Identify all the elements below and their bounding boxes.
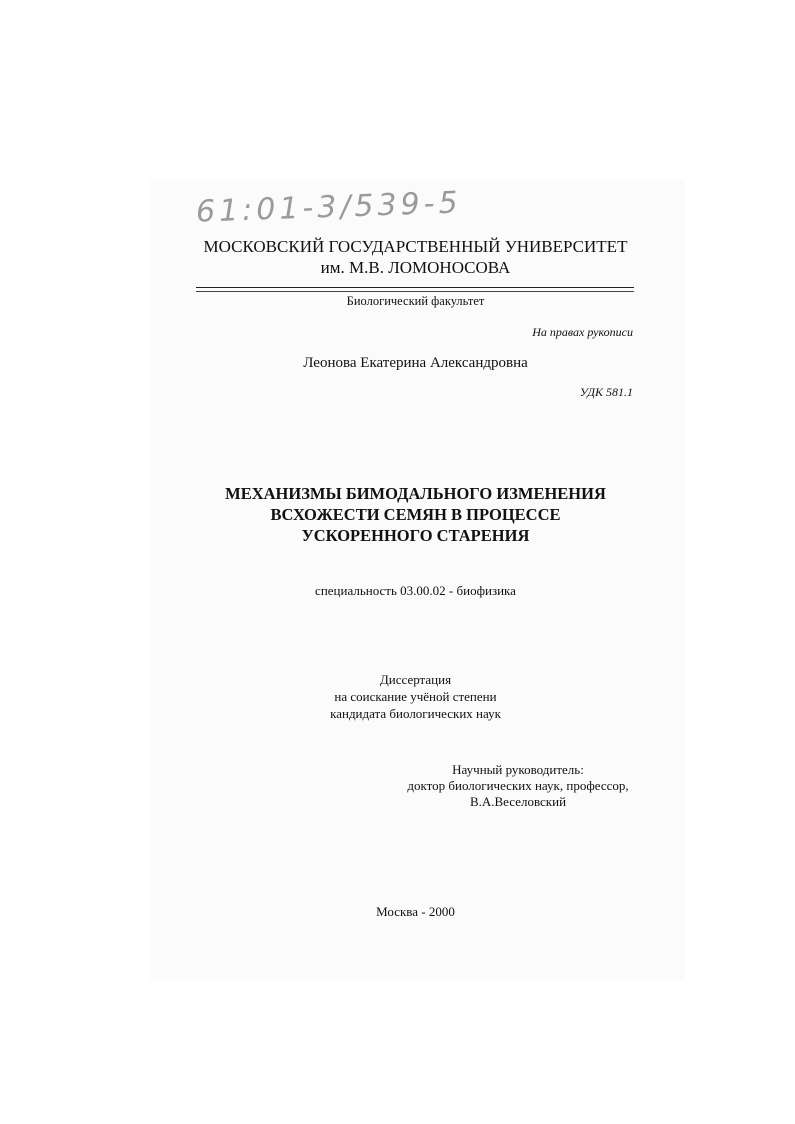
- specialty: специальность 03.00.02 - биофизика: [315, 583, 516, 598]
- degree-line: на соискание учёной степени: [334, 689, 497, 704]
- author-name: Леонова Екатерина Александровна: [303, 355, 528, 371]
- header-divider-thin: [196, 291, 634, 292]
- dissertation-title: [18, 483, 795, 546]
- supervisor-line: доктор биологических наук, профессор,: [407, 778, 629, 793]
- university-name-line2: им. М.В. ЛОМОНОСОВА: [320, 258, 511, 277]
- header-divider: [196, 287, 634, 288]
- udk-code: УДК 581.1: [579, 385, 633, 399]
- supervisor-block: [398, 762, 638, 810]
- title-line: МЕХАНИЗМЫ БИМОДАЛЬНОГО ИЗМЕНЕНИЯ: [225, 484, 606, 503]
- degree-statement: [18, 671, 795, 722]
- supervisor-line: Научный руководитель:: [452, 762, 584, 777]
- handwritten-catalog-number: 61:01-3/539-5: [195, 185, 463, 230]
- degree-line: кандидата биологических наук: [330, 706, 501, 721]
- degree-line: Диссертация: [379, 672, 452, 687]
- rights-note: На правах рукописи: [532, 325, 633, 339]
- university-name: МОСКОВСКИЙ ГОСУДАРСТВЕННЫЙ УНИВЕРСИТЕТ: [203, 237, 628, 256]
- city-year: Москва - 2000: [376, 904, 455, 919]
- faculty-name: Биологический факультет: [346, 294, 485, 308]
- title-line: ВСХОЖЕСТИ СЕМЯН В ПРОЦЕССЕ: [270, 505, 561, 524]
- supervisor-line: В.А.Веселовский: [469, 794, 567, 809]
- title-line: УСКОРЕННОГО СТАРЕНИЯ: [301, 526, 530, 545]
